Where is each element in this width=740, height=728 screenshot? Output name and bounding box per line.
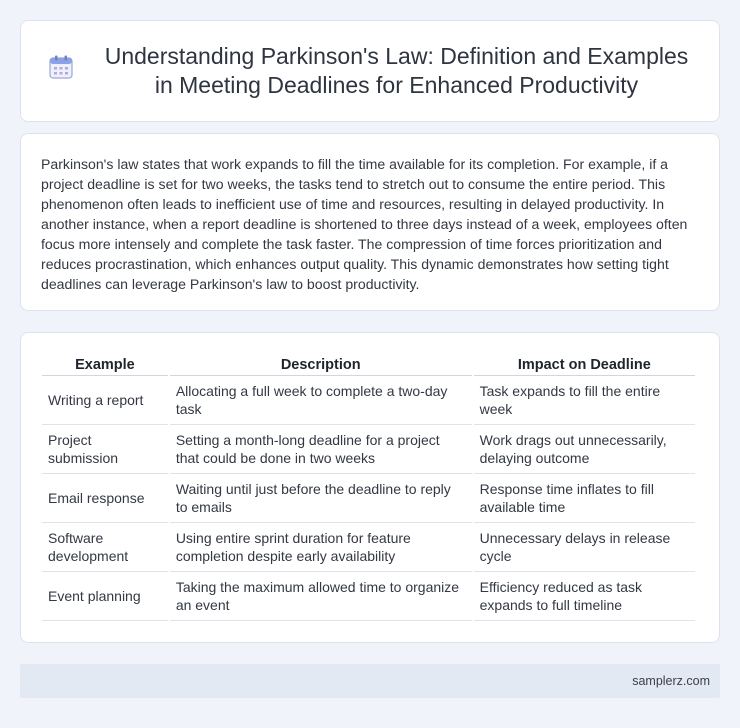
cell-example: Event planning — [42, 572, 168, 621]
table-card — [20, 332, 720, 643]
cell-description: Waiting until just before the deadline to reply to emails — [170, 474, 472, 523]
table-row — [42, 474, 695, 523]
cell-example: Writing a report — [42, 376, 168, 425]
cell-impact: Work drags out unnecessarily, delaying outcome — [474, 425, 695, 474]
cell-impact: Task expands to fill the entire week — [474, 376, 695, 425]
table-row — [42, 376, 695, 425]
cell-description: Allocating a full week to complete a two-day task — [170, 376, 472, 425]
cell-impact: Efficiency reduced as task expands to full timeline — [474, 572, 695, 621]
intro-paragraph: Parkinson's law states that work expands to fill the time available for its completion. For example, if a project deadline is set for two weeks, the tasks tend to stretch out to consume the entire period. This phenomenon often leads to inefficient use of time and resources, resulting in delayed productivity. In another instance, when a report deadline is shortened to three days instead of a week, employees often focus more intensely and complete the task faster. The compression of time forces prioritization and reduces procrastination, which enhances output quality. This dynamic demonstrates how setting tight deadlines can leverage Parkinson's law to boost productivity. — [41, 156, 688, 292]
column-header-example: Example — [42, 354, 168, 376]
table-header-row — [42, 354, 695, 376]
column-header-description: Description — [170, 354, 472, 376]
intro-card — [20, 133, 720, 311]
page-title: Understanding Parkinson's Law: Definition and Examples in Meeting Deadlines for Enhanced Productivity — [104, 43, 689, 98]
cell-example: Project submission — [42, 425, 168, 474]
column-header-impact: Impact on Deadline — [474, 354, 695, 376]
table-row — [42, 572, 695, 621]
cell-impact: Response time inflates to fill available time — [474, 474, 695, 523]
footer — [20, 664, 720, 698]
cell-description: Using entire sprint duration for feature completion despite early availability — [170, 523, 472, 572]
table-row — [42, 523, 695, 572]
table-row — [42, 425, 695, 474]
header-card — [20, 20, 720, 122]
cell-example: Software development — [42, 523, 168, 572]
cell-example: Email response — [42, 474, 168, 523]
cell-description: Taking the maximum allowed time to organize an event — [170, 572, 472, 621]
cell-impact: Unnecessary delays in release cycle — [474, 523, 695, 572]
cell-description: Setting a month-long deadline for a project that could be done in two weeks — [170, 425, 472, 474]
footer-site-link[interactable]: samplerz.com — [632, 674, 710, 688]
examples-table — [40, 354, 697, 621]
calendar-icon — [48, 54, 74, 80]
